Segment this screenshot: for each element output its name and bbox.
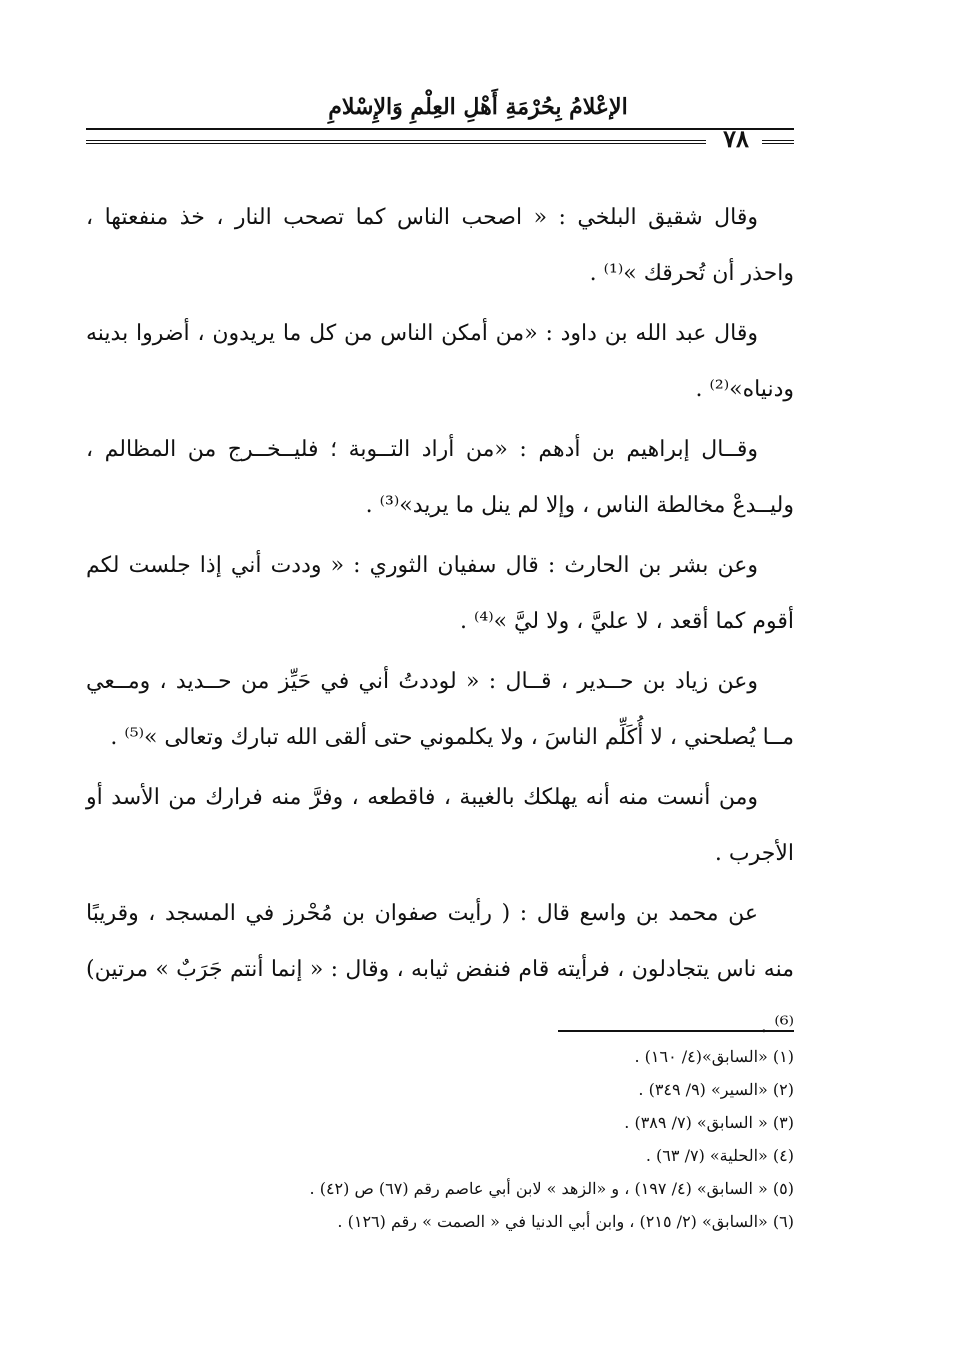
footnotes — [86, 1040, 794, 1238]
paragraph: وعن بشر بن الحارث : قال سفيان الثوري : « وددت أني إذا جلست لكم أقوم كما أقعد ، لا عليَّ ، ولا ليَّ »⁽⁴⁾ . — [86, 553, 794, 634]
footnote-3: (٣) « السابق» (٧/ ٣٨٩) . — [624, 1113, 794, 1132]
footnote-6: (٦) «السابق» (٢/ ٢١٥) ، وابن أبي الدنيا في « الصمت » رقم (١٢٦) . — [337, 1212, 794, 1231]
footnote-5: (٥) « السابق» (٤/ ١٩٧) ، و «الزهد » لابن أبي عاصم رقم (٦٧) ص (٤٢) . — [309, 1179, 794, 1198]
paragraph: وقــال إبراهيم بن أدهم : «من أراد التــوبة ؛ فليــخــرج من المظالم ، وليــدعْ مخالطة الناس ، وإلا لم ينل ما يريد»⁽³⁾ . — [86, 437, 794, 518]
paragraph: وقال شقيق البلخي : « اصحب الناس كما تصحب النار ، خذ منفعتها ، واحذر أن تُحرقك »⁽¹⁾ . — [86, 205, 794, 286]
footnote-4: (٤) «الحلية» (٧/ ٦٣) . — [645, 1146, 794, 1165]
running-header-title: الإعْلامُ بِحُرْمَةِ أَهْلِ العِلْمِ وَالإِسْلامِ — [328, 94, 628, 120]
header-double-rule — [86, 140, 706, 144]
footnote-separator — [558, 1030, 794, 1032]
paragraph: وعن زياد بن حــدير ، قــال : « لوددتُ أني في حَيِّز من حــديد ، ومــعي مــا يُصلحني ، لا أُكَلِّم الناسَ ، ولا يكلموني حتى ألقى الله تبارك وتعالى »⁽⁵⁾ . — [86, 669, 794, 750]
paragraph: عن محمد بن واسع قال : ( رأيت صفوان بن مُحْرز في المسجد ، وقريبًا منه ناس يتجادلون ، فرأيته قام فنفض ثيابه ، وقال : « إنما أنتم جَرَبٌ » مرتين)⁽⁶⁾ . — [86, 901, 794, 1038]
main-text — [86, 190, 794, 1054]
header-divider — [86, 128, 794, 130]
paragraph: ومن أنست منه أنه يهلكك بالغيبة ، فاقطعه ، وفرَّ منه فرارك من الأسد أو الأجرب . — [86, 785, 794, 866]
page-number: ٧٨ — [723, 124, 749, 153]
page-number-rule — [762, 140, 794, 144]
footnote-2: (٢) «السير» (٩/ ٣٤٩) . — [638, 1080, 794, 1099]
footnote-1: (١) «السابق»(٤/ ١٦٠) . — [634, 1047, 794, 1066]
paragraph: وقال عبد الله بن داود : «من أمكن الناس من كل ما يريدون ، أضروا بدينه ودنياه»⁽²⁾ . — [86, 321, 794, 402]
